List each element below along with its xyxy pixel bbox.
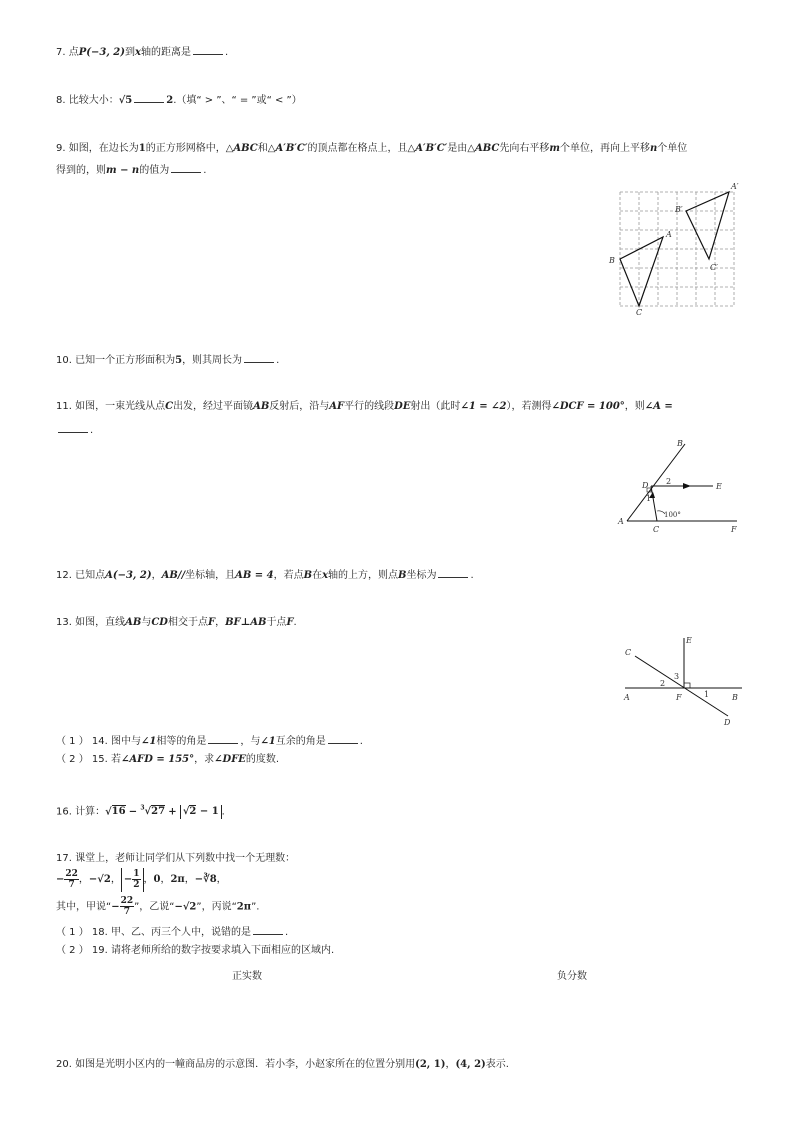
answer-blank[interactable] — [134, 92, 164, 103]
label-e: E — [686, 636, 692, 645]
question-13: 13. 如图，直线AB与CD相交于点F，BF⊥AB于点F. — [56, 617, 297, 628]
label-b1: B′ — [675, 205, 683, 214]
question-20: 20. 如图是光明小区内的一幢商品房的示意图．若小李，小赵家所在的位置分别用(2, 1)，(4, 2)表示. — [56, 1059, 509, 1070]
label-a: A — [666, 230, 672, 239]
label-angle-3: 3 — [674, 672, 680, 681]
question-10: 10. 已知一个正方形面积为5，则其周长为 . — [56, 352, 279, 368]
label-e: E — [716, 482, 722, 491]
question-7: 7. 点P(−3, 2)到x轴的距离是 . — [56, 44, 228, 60]
question-16: 16. 计算：√16 − $^3$√27 + √2 − 1 . — [56, 805, 225, 818]
question-17-line1: 17. 课堂上，老师让同学们从下列数中找一个无理数： — [56, 853, 296, 864]
question-19: （ 2 ） 19. 请将老师所给的数字按要求填入下面相应的区域内. — [56, 945, 335, 956]
label-a1: A′ — [731, 182, 739, 191]
q9-grid-figure — [605, 180, 745, 315]
question-11-line1: 11. 如图，一束光线从点C出发，经过平面镜AB反射后，沿与AF平行的线段DE射出（此时∠1 = ∠2），若测得∠DCF = 100°，则∠A = — [56, 401, 673, 412]
label-angle-2: 2 — [660, 679, 666, 688]
question-11-line2: . — [56, 422, 93, 438]
label-100-deg: 100° — [664, 511, 681, 519]
question-17-numbers: − $\frac{22}{7}$ ，−√2， − $\frac{1}{2}$ ，0，2π，−∛8， — [56, 868, 227, 890]
label-angle-2: 2 — [666, 477, 672, 486]
label-angle-1: 1 — [704, 690, 710, 699]
answer-blank[interactable] — [208, 733, 238, 744]
answer-blank[interactable] — [253, 924, 283, 935]
label-f: F — [676, 693, 682, 702]
answer-blank[interactable] — [328, 733, 358, 744]
label-c: C — [636, 308, 643, 317]
label-a: A — [624, 693, 630, 702]
question-18: （ 1 ） 18. 甲、乙、丙三个人中，说错的是 . — [56, 924, 288, 940]
question-9-line2: 得到的，则m − n的值为 . — [56, 162, 206, 178]
triangle-abc — [620, 237, 663, 306]
category-negative-fraction: 负分数 — [557, 971, 587, 982]
label-c: C — [625, 648, 632, 657]
label-d: D — [724, 718, 731, 727]
label-d: D — [642, 481, 649, 490]
question-17-line3: 其中，甲说“− $\frac{22}{7}$ ”，乙说“−√2”，丙说“2π”. — [56, 896, 260, 917]
question-14: （ 1 ） 14. 图中与∠1相等的角是 ，与∠1互余的角是 . — [56, 733, 363, 749]
answer-blank[interactable] — [171, 162, 201, 173]
question-15: （ 2 ） 15. 若∠AFD = 155°，求∠DFE的度数. — [56, 754, 280, 765]
answer-blank[interactable] — [244, 352, 274, 363]
category-positive-real: 正实数 — [232, 971, 262, 982]
label-c1: C′ — [710, 263, 718, 272]
label-angle-1: 1 — [646, 494, 652, 503]
answer-blank[interactable] — [438, 567, 468, 578]
answer-blank[interactable] — [193, 44, 223, 55]
label-f: F — [731, 525, 737, 534]
question-12: 12. 已知点A(−3, 2)，AB//坐标轴，且AB = 4，若点B在x轴的上方，则点B坐标为 . — [56, 567, 474, 583]
question-9-line1: 9. 如图，在边长为1的正方形网格中，△ABC和△A′B′C′的顶点都在格点上，且△A′B′C′是由△ABC先向右平移m个单位，再向上平移n个单位 — [56, 143, 688, 154]
label-b: B — [677, 439, 683, 448]
label-b: B — [609, 256, 615, 265]
label-b: B — [732, 693, 738, 702]
label-c: C — [653, 525, 660, 534]
label-a: A — [618, 517, 624, 526]
q11-mirror-figure — [615, 438, 745, 538]
question-8: 8. 比较大小：√5 2.（填“ > ”、“ = ”或“ < ”） — [56, 92, 302, 108]
q13-intersect-figure — [620, 633, 745, 728]
answer-blank[interactable] — [58, 422, 88, 433]
